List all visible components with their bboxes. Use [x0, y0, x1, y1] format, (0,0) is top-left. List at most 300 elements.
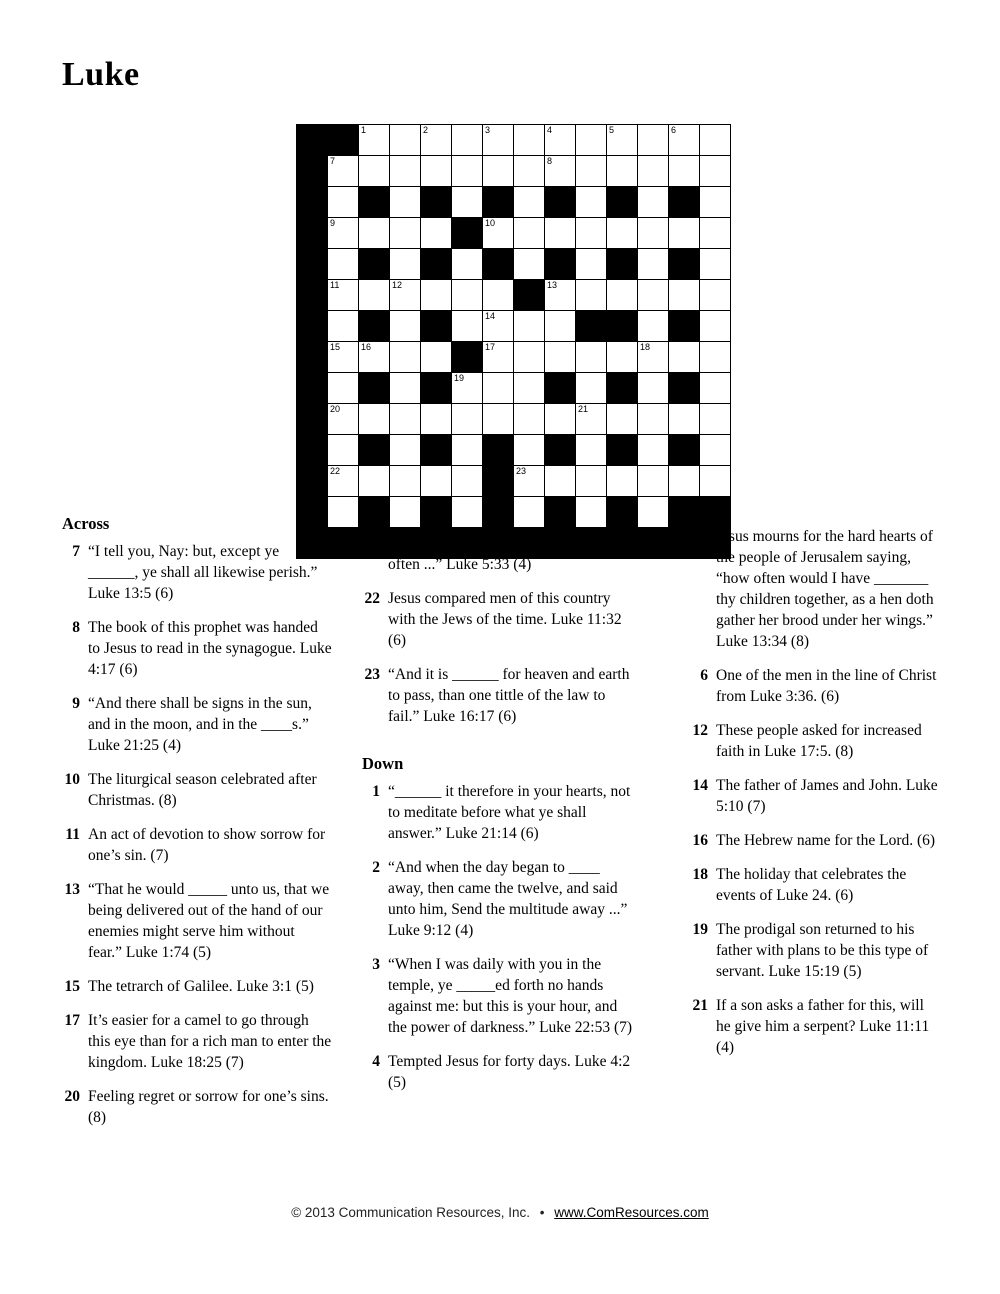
crossword-table [296, 124, 731, 559]
down-clue [362, 781, 634, 844]
grid-cell-number: 15 [330, 342, 341, 352]
grid-cell-block [297, 156, 328, 187]
grid-cell[interactable] [390, 187, 421, 218]
across-clue-number: 23 [364, 666, 380, 683]
grid-cell-block [545, 435, 576, 466]
grid-cell[interactable] [607, 280, 638, 311]
grid-cell-number: 3 [485, 125, 491, 135]
down-clue [690, 995, 942, 1058]
grid-cell[interactable] [607, 404, 638, 435]
grid-cell-block [359, 187, 390, 218]
grid-cell[interactable] [483, 311, 514, 342]
grid-cell-block [514, 280, 545, 311]
grid-cell[interactable] [576, 435, 607, 466]
grid-cell[interactable] [638, 280, 669, 311]
across-clue [62, 976, 332, 997]
grid-cell[interactable] [545, 311, 576, 342]
grid-cell-block [483, 187, 514, 218]
grid-cell-block [297, 280, 328, 311]
down-clue-number: 16 [692, 832, 708, 849]
grid-row [297, 435, 731, 466]
grid-cell-number: 18 [640, 342, 651, 352]
grid-cell[interactable] [576, 404, 607, 435]
across-clue-number: 11 [65, 826, 80, 843]
grid-cell[interactable] [328, 497, 359, 528]
across-clue-number: 15 [64, 978, 80, 995]
across-clue-text: Feeling regret or sorrow for one’s sins. (8) [88, 1088, 329, 1126]
grid-cell[interactable] [452, 404, 483, 435]
grid-cell-block [669, 373, 700, 404]
grid-cell[interactable] [328, 404, 359, 435]
across-clue [62, 769, 332, 811]
grid-cell[interactable] [638, 435, 669, 466]
grid-cell-block [576, 311, 607, 342]
grid-cell[interactable] [328, 187, 359, 218]
across-clue-number: 17 [64, 1012, 80, 1029]
grid-cell[interactable] [390, 435, 421, 466]
grid-cell[interactable] [607, 125, 638, 156]
grid-cell-block [545, 497, 576, 528]
grid-cell[interactable] [545, 466, 576, 497]
grid-cell[interactable] [483, 404, 514, 435]
grid-cell-number: 17 [485, 342, 496, 352]
grid-cell[interactable] [607, 156, 638, 187]
grid-cell[interactable] [514, 373, 545, 404]
grid-cell-block [297, 435, 328, 466]
down-clue [690, 526, 942, 652]
down-clue-number: 5 [700, 528, 708, 545]
grid-cell[interactable] [359, 342, 390, 373]
grid-cell[interactable] [576, 280, 607, 311]
grid-cell[interactable] [421, 466, 452, 497]
grid-cell[interactable] [390, 342, 421, 373]
clues-column-3 [690, 526, 942, 1071]
down-clue-text: Jesus mourns for the hard hearts of the people of Jerusalem saying, “how often would I have _______ thy children together, as a hen doth gather her brood under her wings.” Luke 13:34 (8) [716, 528, 934, 650]
grid-cell[interactable] [359, 156, 390, 187]
down-clue [690, 665, 942, 707]
grid-cell[interactable] [638, 342, 669, 373]
grid-row [297, 156, 731, 187]
grid-cell-number: 11 [330, 280, 340, 290]
grid-cell[interactable] [514, 466, 545, 497]
down-clue [690, 775, 942, 817]
grid-cell-block [669, 249, 700, 280]
grid-cell[interactable] [700, 435, 731, 466]
grid-cell[interactable] [452, 373, 483, 404]
grid-cell[interactable] [514, 497, 545, 528]
grid-row [297, 218, 731, 249]
grid-cell[interactable] [607, 466, 638, 497]
down-clue [362, 1051, 634, 1093]
grid-cell[interactable] [390, 497, 421, 528]
across-clue-text: It’s easier for a camel to go through this eye than for a rich man to enter the kingdom. Luke 18:25 (7) [88, 1012, 332, 1071]
grid-cell[interactable] [328, 311, 359, 342]
footer-separator: • [539, 1205, 545, 1220]
grid-cell-block [483, 435, 514, 466]
grid-cell[interactable] [328, 280, 359, 311]
grid-cell[interactable] [576, 373, 607, 404]
grid-cell-number: 21 [578, 404, 589, 414]
grid-cell[interactable] [483, 280, 514, 311]
grid-cell-block [297, 125, 328, 156]
grid-cell[interactable] [700, 373, 731, 404]
grid-cell-block [638, 528, 669, 559]
grid-cell-number: 19 [454, 373, 465, 383]
down-clue-text: The holiday that celebrates the events of Luke 24. (6) [716, 866, 907, 904]
grid-cell-block [669, 187, 700, 218]
across-clue [362, 533, 634, 575]
grid-cell-block [359, 497, 390, 528]
grid-cell[interactable] [514, 156, 545, 187]
grid-cell[interactable] [390, 218, 421, 249]
down-clue-text: “And when the day began to ____ away, then came the twelve, and said unto him, Send the multitude away ...” Luke 9:12 (4) [388, 859, 628, 939]
grid-cell[interactable] [421, 125, 452, 156]
grid-cell[interactable] [638, 156, 669, 187]
grid-cell-block [607, 497, 638, 528]
grid-cell-block [545, 187, 576, 218]
footer-website-text: www.ComResources.com [554, 1205, 709, 1220]
grid-cell[interactable] [700, 156, 731, 187]
grid-cell[interactable] [638, 404, 669, 435]
grid-cell-block [545, 249, 576, 280]
grid-cell[interactable] [359, 466, 390, 497]
grid-cell-block [607, 373, 638, 404]
grid-cell-number: 8 [547, 156, 553, 166]
grid-cell[interactable] [638, 249, 669, 280]
grid-row [297, 404, 731, 435]
grid-cell[interactable] [545, 218, 576, 249]
down-clue-number: 18 [692, 866, 708, 883]
footer-website-link[interactable] [554, 1205, 709, 1220]
grid-cell-block [359, 373, 390, 404]
down-clue-text: One of the men in the line of Christ from Luke 3:36. (6) [716, 667, 937, 705]
grid-cell[interactable] [638, 373, 669, 404]
grid-cell[interactable] [700, 280, 731, 311]
grid-cell[interactable] [359, 125, 390, 156]
grid-cell-block [421, 249, 452, 280]
grid-cell[interactable] [421, 404, 452, 435]
grid-row [297, 373, 731, 404]
grid-row [297, 249, 731, 280]
grid-cell[interactable] [328, 249, 359, 280]
grid-cell-number: 6 [671, 125, 677, 135]
grid-cell-number: 9 [330, 218, 336, 228]
grid-cell-block [607, 187, 638, 218]
grid-cell-number: 5 [609, 125, 615, 135]
across-clue-text: The liturgical season celebrated after Christmas. (8) [88, 771, 317, 809]
across-clue [362, 588, 634, 651]
across-clue-text: The tetrarch of Galilee. Luke 3:1 (5) [88, 978, 314, 995]
down-clue-number: 12 [692, 722, 708, 739]
grid-cell[interactable] [700, 125, 731, 156]
grid-cell[interactable] [545, 125, 576, 156]
grid-cell-block [545, 373, 576, 404]
grid-cell[interactable] [576, 342, 607, 373]
across-clue [62, 879, 332, 963]
across-clue [62, 617, 332, 680]
grid-cell[interactable] [514, 404, 545, 435]
grid-cell[interactable] [669, 404, 700, 435]
grid-cell-number: 4 [547, 125, 553, 135]
grid-cell[interactable] [514, 187, 545, 218]
grid-cell-block [297, 187, 328, 218]
grid-cell[interactable] [514, 218, 545, 249]
grid-cell-block [359, 435, 390, 466]
grid-cell-number: 2 [423, 125, 429, 135]
grid-cell[interactable] [545, 404, 576, 435]
grid-cell[interactable] [700, 187, 731, 218]
across-clue-number: 10 [64, 771, 80, 788]
grid-cell[interactable] [452, 280, 483, 311]
grid-cell-block [328, 528, 359, 559]
grid-cell[interactable] [390, 125, 421, 156]
grid-cell-block [421, 497, 452, 528]
grid-cell[interactable] [483, 156, 514, 187]
grid-cell[interactable] [421, 280, 452, 311]
across-clue-number: 9 [72, 695, 80, 712]
grid-row [297, 280, 731, 311]
grid-cell[interactable] [390, 466, 421, 497]
grid-cell[interactable] [700, 342, 731, 373]
grid-cell[interactable] [390, 156, 421, 187]
grid-cell[interactable] [452, 497, 483, 528]
down-clue-text: The father of James and John. Luke 5:10 (7) [716, 777, 938, 815]
across-clue-text: Jesus compared men of this country with the Jews of the time. Luke 11:32 (6) [388, 590, 622, 649]
grid-cell[interactable] [638, 497, 669, 528]
down-clue-number: 2 [372, 859, 380, 876]
grid-cell-block [297, 373, 328, 404]
grid-cell-number: 14 [485, 311, 496, 321]
grid-cell[interactable] [576, 466, 607, 497]
grid-cell-block [421, 373, 452, 404]
down-clue-text: The prodigal son returned to his father with plans to be this type of servant. Luke 15:19 (5) [716, 921, 929, 980]
grid-cell[interactable] [514, 435, 545, 466]
grid-cell[interactable] [576, 218, 607, 249]
down-clue [362, 857, 634, 941]
grid-cell-block [297, 311, 328, 342]
grid-cell-block [700, 497, 731, 528]
grid-cell[interactable] [669, 342, 700, 373]
down-clue-text: If a son asks a father for this, will he give him a serpent? Luke 11:11 (4) [716, 997, 930, 1056]
grid-cell[interactable] [700, 249, 731, 280]
grid-cell[interactable] [328, 435, 359, 466]
grid-cell[interactable] [390, 373, 421, 404]
down-clue-number: 6 [700, 667, 708, 684]
grid-cell-block [452, 218, 483, 249]
down-clue-number: 14 [692, 777, 708, 794]
grid-cell[interactable] [607, 218, 638, 249]
across-heading: Across [62, 514, 110, 533]
grid-cell[interactable] [328, 466, 359, 497]
grid-cell[interactable] [514, 342, 545, 373]
grid-row [297, 466, 731, 497]
grid-cell[interactable] [421, 218, 452, 249]
grid-cell-block [669, 497, 700, 528]
down-clue [362, 954, 634, 1038]
across-clue-number: 13 [64, 881, 80, 898]
grid-cell-block [328, 125, 359, 156]
grid-cell[interactable] [638, 466, 669, 497]
grid-cell[interactable] [638, 311, 669, 342]
grid-cell-block [421, 435, 452, 466]
grid-cell-block [297, 342, 328, 373]
grid-cell[interactable] [452, 435, 483, 466]
grid-cell[interactable] [576, 156, 607, 187]
grid-cell[interactable] [669, 466, 700, 497]
grid-cell[interactable] [390, 311, 421, 342]
across-clue [62, 1086, 332, 1128]
across-clue-text: The book of this prophet was handed to Jesus to read in the synagogue. Luke 4:17 (6) [88, 619, 332, 678]
grid-row [297, 187, 731, 218]
grid-row [297, 342, 731, 373]
grid-cell-block [421, 311, 452, 342]
grid-cell[interactable] [359, 218, 390, 249]
down-clue [690, 830, 942, 851]
footer-copyright: © 2013 Communication Resources, Inc. [291, 1205, 530, 1220]
grid-cell[interactable] [638, 125, 669, 156]
grid-cell[interactable] [390, 249, 421, 280]
down-clue [690, 864, 942, 906]
grid-row [297, 311, 731, 342]
grid-cell[interactable] [421, 342, 452, 373]
grid-cell[interactable] [328, 373, 359, 404]
grid-cell-number: 1 [361, 125, 367, 135]
grid-row [297, 125, 731, 156]
grid-cell-block [297, 466, 328, 497]
grid-cell[interactable] [359, 280, 390, 311]
grid-cell[interactable] [638, 218, 669, 249]
down-clue-text: Tempted Jesus for forty days. Luke 4:2 (5) [388, 1053, 631, 1091]
grid-cell[interactable] [700, 218, 731, 249]
grid-cell-number: 13 [547, 280, 558, 290]
grid-cell[interactable] [669, 125, 700, 156]
clues-column-1 [62, 513, 332, 1141]
grid-cell[interactable] [483, 342, 514, 373]
across-clue-text: “Why do the disciples of John ____ often ...” Luke 5:33 (4) [388, 535, 611, 573]
grid-cell[interactable] [700, 466, 731, 497]
grid-cell[interactable] [452, 156, 483, 187]
down-clue-text: “When I was daily with you in the temple, ye _____ed forth no hands against me: but this is your hour, and the power of darkness.” Luke 22:53 (7) [388, 956, 633, 1036]
grid-cell[interactable] [328, 218, 359, 249]
grid-cell-block [359, 249, 390, 280]
clues-column-2 [362, 533, 634, 1106]
grid-row [297, 497, 731, 528]
grid-cell-block [297, 404, 328, 435]
grid-cell-block [452, 342, 483, 373]
down-clue-number: 19 [692, 921, 708, 938]
across-clue-text: “I tell you, Nay: but, except ye ______, ye shall all likewise perish.” Luke 13:5 (6) [88, 543, 318, 602]
grid-cell[interactable] [638, 187, 669, 218]
grid-cell[interactable] [545, 342, 576, 373]
across-clue [62, 693, 332, 756]
grid-cell[interactable] [700, 404, 731, 435]
down-clue-number: 21 [692, 997, 708, 1014]
footer [0, 1205, 1000, 1220]
grid-cell[interactable] [452, 249, 483, 280]
grid-cell-number: 7 [330, 156, 336, 166]
grid-cell-number: 10 [485, 218, 496, 228]
grid-cell-block [297, 218, 328, 249]
grid-cell-number: 23 [516, 466, 527, 476]
grid-cell-block [607, 435, 638, 466]
grid-cell-block [483, 497, 514, 528]
page-title: Luke [62, 56, 140, 93]
across-clue-text: “And there shall be signs in the sun, and in the moon, and in the ____s.” Luke 21:25 (4) [88, 695, 312, 754]
across-clue [62, 1010, 332, 1073]
down-clue-text: These people asked for increased faith in Luke 17:5. (8) [716, 722, 922, 760]
grid-cell[interactable] [576, 125, 607, 156]
grid-cell[interactable] [483, 373, 514, 404]
grid-cell-number: 20 [330, 404, 341, 414]
across-clue-number: 21 [364, 535, 380, 552]
grid-cell-block [483, 249, 514, 280]
grid-cell[interactable] [576, 187, 607, 218]
grid-cell[interactable] [328, 156, 359, 187]
down-clue-number: 1 [372, 783, 380, 800]
grid-cell[interactable] [390, 280, 421, 311]
across-clue-text: An act of devotion to show sorrow for one’s sin. (7) [88, 826, 326, 864]
across-clue-number: 8 [72, 619, 80, 636]
grid-cell[interactable] [483, 218, 514, 249]
grid-cell-block [483, 466, 514, 497]
grid-cell-number: 12 [392, 280, 403, 290]
grid-cell-block [607, 311, 638, 342]
grid-cell[interactable] [576, 249, 607, 280]
grid-cell-block [297, 249, 328, 280]
grid-cell[interactable] [700, 311, 731, 342]
grid-cell[interactable] [576, 497, 607, 528]
grid-cell[interactable] [514, 311, 545, 342]
down-clue [690, 720, 942, 762]
across-clue-text: “That he would _____ unto us, that we being delivered out of the hand of our enemies might serve him without fear.” Luke 1:74 (5) [88, 881, 330, 961]
grid-cell-block [421, 187, 452, 218]
grid-cell[interactable] [514, 125, 545, 156]
grid-cell[interactable] [359, 404, 390, 435]
down-clue-number: 4 [372, 1053, 380, 1070]
grid-cell[interactable] [421, 156, 452, 187]
grid-cell-number: 22 [330, 466, 341, 476]
grid-cell[interactable] [669, 218, 700, 249]
down-clue [690, 919, 942, 982]
grid-cell[interactable] [669, 280, 700, 311]
grid-cell[interactable] [328, 342, 359, 373]
grid-cell[interactable] [514, 249, 545, 280]
grid-cell[interactable] [545, 280, 576, 311]
grid-cell-block [669, 435, 700, 466]
grid-cell[interactable] [545, 156, 576, 187]
grid-cell[interactable] [669, 156, 700, 187]
grid-cell[interactable] [483, 125, 514, 156]
grid-cell[interactable] [607, 342, 638, 373]
grid-cell-number: 16 [361, 342, 372, 352]
across-clue [62, 824, 332, 866]
grid-cell[interactable] [390, 404, 421, 435]
grid-cell[interactable] [452, 311, 483, 342]
down-clue-number: 3 [372, 956, 380, 973]
grid-cell[interactable] [452, 125, 483, 156]
across-clue-text: “And it is ______ for heaven and earth to pass, than one tittle of the law to fail.” Luke 16:17 (6) [388, 666, 630, 725]
across-clue-number: 20 [64, 1088, 80, 1105]
grid-cell-block [607, 249, 638, 280]
grid-cell[interactable] [452, 187, 483, 218]
across-clue-number: 7 [72, 543, 80, 560]
grid-cell[interactable] [452, 466, 483, 497]
grid-cell-block [669, 311, 700, 342]
grid-cell-block [359, 311, 390, 342]
down-heading: Down [362, 754, 404, 773]
crossword-grid [296, 124, 731, 559]
down-clue-text: “______ it therefore in your hearts, not to meditate before what ye shall answer.” Luke 21:14 (6) [388, 783, 631, 842]
